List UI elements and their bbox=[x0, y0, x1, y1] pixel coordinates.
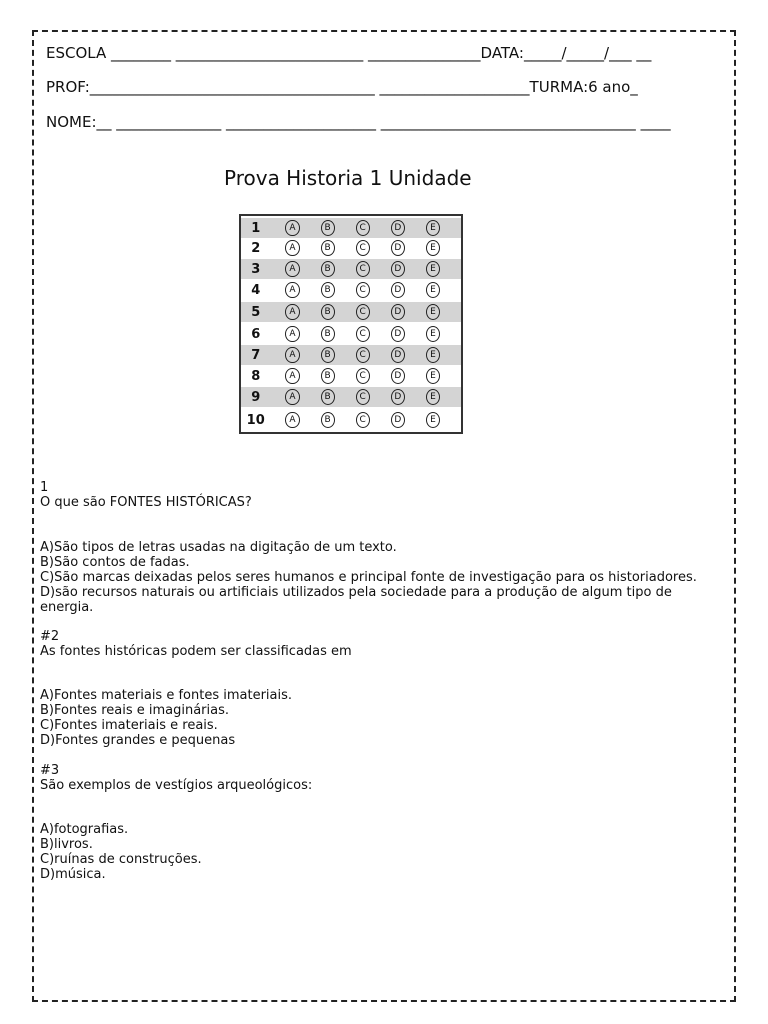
answer-grid-row bbox=[241, 387, 461, 407]
page-title: Prova Historia 1 Unidade bbox=[224, 166, 472, 190]
answer-bubble-b[interactable]: B bbox=[321, 240, 335, 256]
question-2-number: #2 bbox=[40, 629, 60, 644]
answer-bubble-e[interactable]: E bbox=[426, 304, 440, 320]
answer-grid bbox=[239, 214, 463, 434]
answer-bubble-a[interactable]: A bbox=[285, 368, 299, 384]
answer-bubble-e[interactable]: E bbox=[426, 326, 440, 342]
answer-grid-row-number: 10 bbox=[246, 412, 265, 428]
answer-bubble-b[interactable]: B bbox=[321, 412, 335, 428]
answer-grid-row bbox=[241, 302, 461, 322]
question-3-number: #3 bbox=[40, 763, 60, 778]
question-1-option-a: A)São tipos de letras usadas na digitação de um texto. bbox=[40, 540, 397, 555]
question-2-option-c: C)Fontes imateriais e reais. bbox=[40, 718, 218, 733]
answer-grid-row bbox=[241, 218, 461, 238]
answer-bubble-c[interactable]: C bbox=[356, 304, 370, 320]
answer-grid-row-number: 6 bbox=[251, 326, 261, 342]
question-2-option-b: B)Fontes reais e imaginárias. bbox=[40, 703, 230, 718]
question-1-prompt: O que são FONTES HISTÓRICAS? bbox=[40, 495, 252, 510]
teacher-field: PROF:______________________________________ ____________________TURMA:6 ano_ bbox=[46, 78, 638, 96]
answer-grid-row-number: 1 bbox=[251, 220, 261, 236]
answer-bubble-c[interactable]: C bbox=[356, 389, 370, 405]
answer-bubble-d[interactable]: D bbox=[391, 282, 405, 298]
answer-bubble-b[interactable]: B bbox=[321, 347, 335, 363]
answer-bubble-c[interactable]: C bbox=[356, 282, 370, 298]
answer-bubble-d[interactable]: D bbox=[391, 412, 405, 428]
question-3-option-a: A)fotografias. bbox=[40, 822, 129, 837]
school-field: ESCOLA ________ _________________________ _______________DATA:_____/_____/___ __ bbox=[46, 44, 652, 62]
question-3-option-d: D)música. bbox=[40, 867, 106, 882]
answer-grid-row bbox=[241, 280, 461, 300]
answer-bubble-d[interactable]: D bbox=[391, 261, 405, 277]
answer-bubble-b[interactable]: B bbox=[321, 220, 335, 236]
answer-bubble-a[interactable]: A bbox=[285, 261, 299, 277]
answer-bubble-e[interactable]: E bbox=[426, 261, 440, 277]
answer-bubble-b[interactable]: B bbox=[321, 389, 335, 405]
question-2-option-a: A)Fontes materiais e fontes imateriais. bbox=[40, 688, 293, 703]
answer-grid-row-number: 8 bbox=[251, 368, 261, 384]
question-1-option-d-cont: energia. bbox=[40, 600, 94, 615]
answer-bubble-b[interactable]: B bbox=[321, 326, 335, 342]
answer-grid-row-number: 3 bbox=[251, 261, 261, 277]
answer-bubble-a[interactable]: A bbox=[285, 220, 299, 236]
answer-grid-row bbox=[241, 259, 461, 279]
answer-bubble-c[interactable]: C bbox=[356, 261, 370, 277]
answer-bubble-a[interactable]: A bbox=[285, 347, 299, 363]
answer-bubble-e[interactable]: E bbox=[426, 282, 440, 298]
answer-bubble-c[interactable]: C bbox=[356, 326, 370, 342]
answer-grid-row bbox=[241, 410, 461, 430]
answer-bubble-b[interactable]: B bbox=[321, 282, 335, 298]
answer-bubble-b[interactable]: B bbox=[321, 368, 335, 384]
answer-bubble-d[interactable]: D bbox=[391, 347, 405, 363]
answer-bubble-e[interactable]: E bbox=[426, 412, 440, 428]
answer-bubble-e[interactable]: E bbox=[426, 347, 440, 363]
answer-bubble-d[interactable]: D bbox=[391, 326, 405, 342]
answer-bubble-b[interactable]: B bbox=[321, 304, 335, 320]
question-3-prompt: São exemplos de vestígios arqueológicos: bbox=[40, 778, 313, 793]
answer-bubble-d[interactable]: D bbox=[391, 240, 405, 256]
question-1-number: 1 bbox=[40, 480, 49, 495]
answer-bubble-c[interactable]: C bbox=[356, 240, 370, 256]
question-2-option-d: D)Fontes grandes e pequenas bbox=[40, 733, 236, 748]
answer-bubble-a[interactable]: A bbox=[285, 326, 299, 342]
question-3-option-c: C)ruínas de construções. bbox=[40, 852, 202, 867]
answer-bubble-e[interactable]: E bbox=[426, 389, 440, 405]
question-3-option-b: B)livros. bbox=[40, 837, 93, 852]
name-field: NOME:__ ______________ ____________________ __________________________________ ____ bbox=[46, 113, 671, 131]
answer-bubble-b[interactable]: B bbox=[321, 261, 335, 277]
answer-bubble-c[interactable]: C bbox=[356, 368, 370, 384]
answer-grid-row-number: 5 bbox=[251, 304, 261, 320]
answer-bubble-a[interactable]: A bbox=[285, 282, 299, 298]
answer-bubble-c[interactable]: C bbox=[356, 347, 370, 363]
answer-bubble-d[interactable]: D bbox=[391, 304, 405, 320]
answer-bubble-a[interactable]: A bbox=[285, 412, 299, 428]
answer-bubble-d[interactable]: D bbox=[391, 220, 405, 236]
answer-bubble-e[interactable]: E bbox=[426, 240, 440, 256]
answer-bubble-c[interactable]: C bbox=[356, 412, 370, 428]
answer-grid-row bbox=[241, 345, 461, 365]
answer-grid-row-number: 9 bbox=[251, 389, 261, 405]
question-2-prompt: As fontes históricas podem ser classificadas em bbox=[40, 644, 352, 659]
answer-bubble-a[interactable]: A bbox=[285, 389, 299, 405]
answer-bubble-a[interactable]: A bbox=[285, 304, 299, 320]
answer-bubble-d[interactable]: D bbox=[391, 389, 405, 405]
answer-grid-row bbox=[241, 238, 461, 258]
question-1-option-d: D)são recursos naturais ou artificiais utilizados pela sociedade para a produção de algum tipo de bbox=[40, 585, 672, 600]
question-1-option-b: B)São contos de fadas. bbox=[40, 555, 190, 570]
answer-grid-row-number: 7 bbox=[251, 347, 261, 363]
question-1-option-c: C)São marcas deixadas pelos seres humanos e principal fonte de investigação para os historiadores. bbox=[40, 570, 697, 585]
answer-grid-row bbox=[241, 324, 461, 344]
answer-grid-row-number: 2 bbox=[251, 240, 261, 256]
answer-bubble-c[interactable]: C bbox=[356, 220, 370, 236]
answer-bubble-e[interactable]: E bbox=[426, 368, 440, 384]
answer-grid-row-number: 4 bbox=[251, 282, 261, 298]
answer-bubble-d[interactable]: D bbox=[391, 368, 405, 384]
answer-bubble-e[interactable]: E bbox=[426, 220, 440, 236]
answer-grid-row bbox=[241, 366, 461, 386]
answer-bubble-a[interactable]: A bbox=[285, 240, 299, 256]
